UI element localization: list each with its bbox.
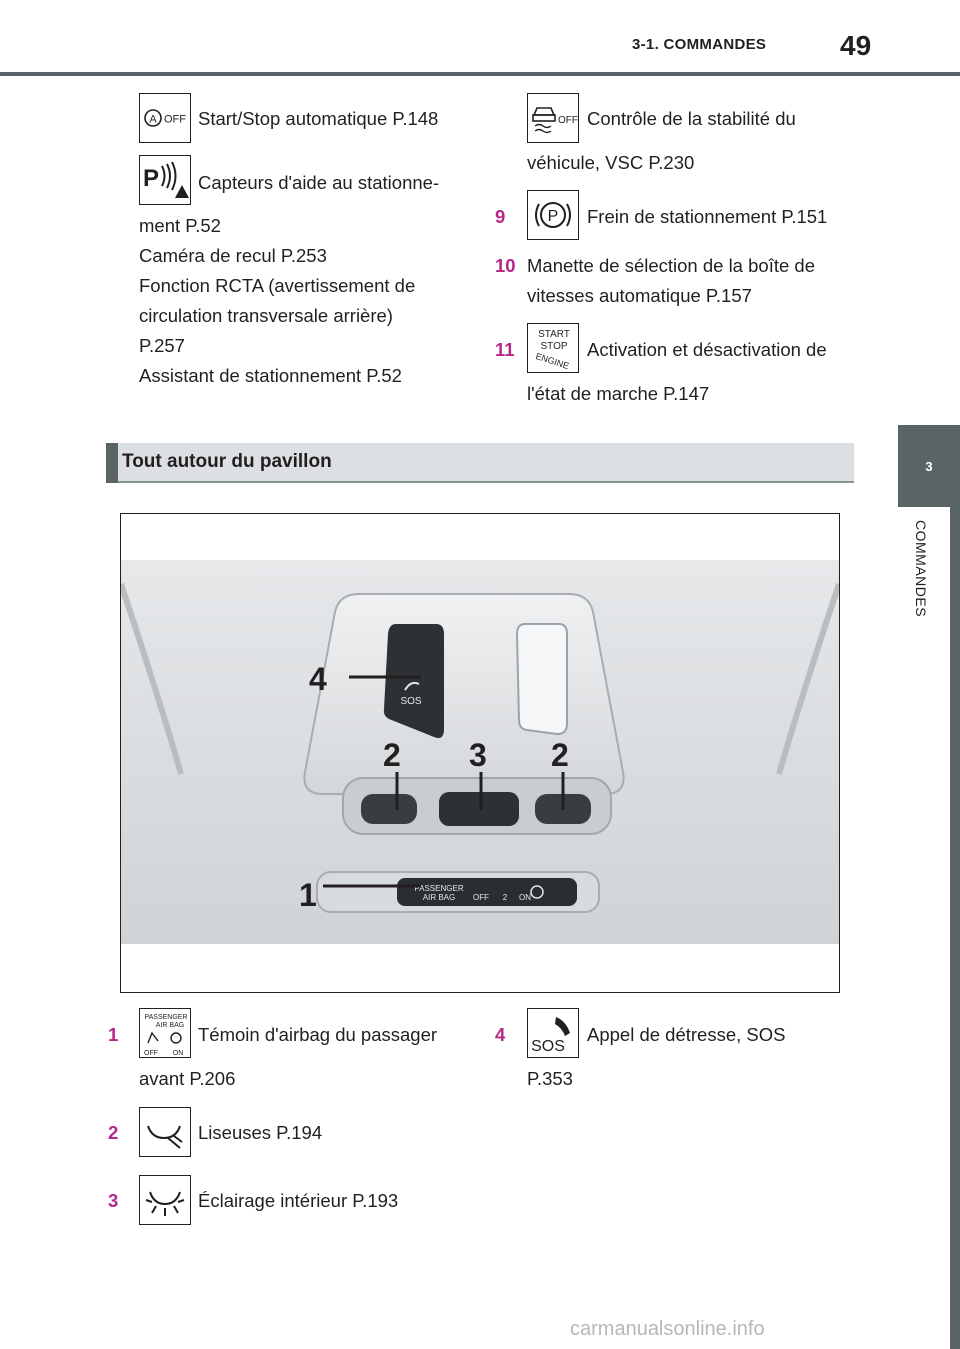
svg-text:A: A	[149, 113, 157, 126]
chapter-number: 3	[925, 458, 933, 474]
item-number-9: 9	[495, 206, 506, 227]
section-header: 3-1. COMMANDES	[632, 36, 767, 53]
gear-selector-line-1: vitesses automatique P.157	[527, 285, 752, 306]
vsc-text: Contrôle de la stabilité du	[587, 108, 796, 129]
section-accent	[106, 443, 118, 483]
start-stop-line-1: l'état de marche P.147	[527, 383, 710, 404]
overhead-console-figure	[120, 513, 840, 993]
auto-start-stop-off-icon	[139, 93, 191, 143]
parking-sensor-line-2: Caméra de recul P.253	[139, 245, 327, 266]
item-number-10: 10	[495, 255, 516, 276]
gear-selector-text: Manette de sélection de la boîte de	[527, 255, 815, 276]
chapter-label: COMMANDES	[913, 520, 929, 618]
legend-airbag-passenger: PASSENGER	[144, 1014, 188, 1021]
page-number: 49	[840, 30, 872, 61]
vsc-line-1: véhicule, VSC P.230	[527, 152, 695, 173]
reading-light-text: Liseuses P.194	[198, 1122, 323, 1143]
airbag-indicator-line-1: avant P.206	[139, 1068, 236, 1089]
legend-number-4: 4	[495, 1024, 506, 1045]
stop-label: STOP	[540, 341, 568, 352]
parking-sensor-line-6: Assistant de stationnement P.52	[139, 365, 402, 386]
airbag-indicator-text: Témoin d'airbag du passager	[198, 1024, 438, 1045]
sos-call-text: Appel de détresse, SOS	[587, 1024, 786, 1045]
icon-off-text: OFF	[164, 113, 186, 126]
legend-number-3: 3	[108, 1190, 119, 1211]
legend-airbag-off: OFF	[144, 1050, 158, 1057]
callout-2-left: 2	[383, 737, 401, 773]
parking-sensor-line-3: Fonction RCTA (avertissement de	[139, 275, 416, 296]
vsc-off-text: OFF	[558, 115, 578, 126]
start-stop-text: Start/Stop automatique P.148	[198, 108, 439, 129]
chapter-tab	[898, 425, 960, 507]
section-heading-bar	[106, 443, 854, 483]
section-title: Tout autour du pavillon	[122, 451, 332, 472]
sos-button-label: SOS	[400, 696, 422, 707]
sos-call-icon	[527, 1008, 579, 1058]
parking-brake-icon	[527, 190, 579, 240]
watermark: carmanualsonline.info	[570, 1318, 765, 1340]
legend-number-2: 2	[108, 1122, 119, 1143]
airbag-strip-on: ON	[519, 893, 531, 902]
svg-text:P: P	[142, 165, 160, 192]
header-rule	[0, 72, 960, 76]
airbag-strip-2: 2	[502, 893, 508, 902]
sos-call-line-1: P.353	[527, 1068, 573, 1089]
parking-sensor-line-5: P.257	[139, 335, 185, 356]
parking-brake-text: Frein de stationnement P.151	[587, 206, 828, 227]
start-label: START	[538, 329, 570, 340]
callout-4: 4	[309, 661, 327, 697]
callout-3: 3	[469, 737, 487, 773]
callout-2-right: 2	[551, 737, 569, 773]
legend-airbag-airbag: AIR BAG	[155, 1022, 185, 1029]
airbag-strip-off: OFF	[473, 893, 489, 902]
parking-sensor-line-1: ment P.52	[139, 215, 221, 236]
item-number-11: 11	[495, 339, 515, 360]
callout-1: 1	[299, 877, 317, 913]
legend-number-1: 1	[108, 1024, 119, 1045]
interior-light-text: Éclairage intérieur P.193	[198, 1190, 399, 1211]
parking-sensor-text: Capteurs d'aide au stationne-	[198, 172, 440, 193]
interior-light-icon	[139, 1175, 191, 1225]
parking-sensor-line-4: circulation transversale arrière)	[139, 305, 393, 326]
side-bar	[950, 507, 960, 1349]
start-stop-text: Activation et désactivation de	[587, 339, 827, 360]
passenger-airbag-indicator-icon	[139, 1008, 191, 1058]
legend-airbag-on: ON	[172, 1050, 184, 1057]
airbag-strip-passenger: PASSENGER	[414, 884, 464, 893]
sos-icon-text: SOS	[531, 1038, 565, 1055]
engine-label: ENGINE	[534, 350, 571, 372]
svg-text:P: P	[547, 208, 559, 225]
reading-light-icon	[139, 1107, 191, 1157]
vsc-off-icon	[527, 93, 579, 143]
airbag-strip-airbag: AIR BAG	[422, 893, 456, 902]
overhead-console-illustration	[121, 514, 839, 992]
parking-sensor-icon	[139, 155, 191, 205]
start-stop-engine-icon	[527, 323, 579, 373]
